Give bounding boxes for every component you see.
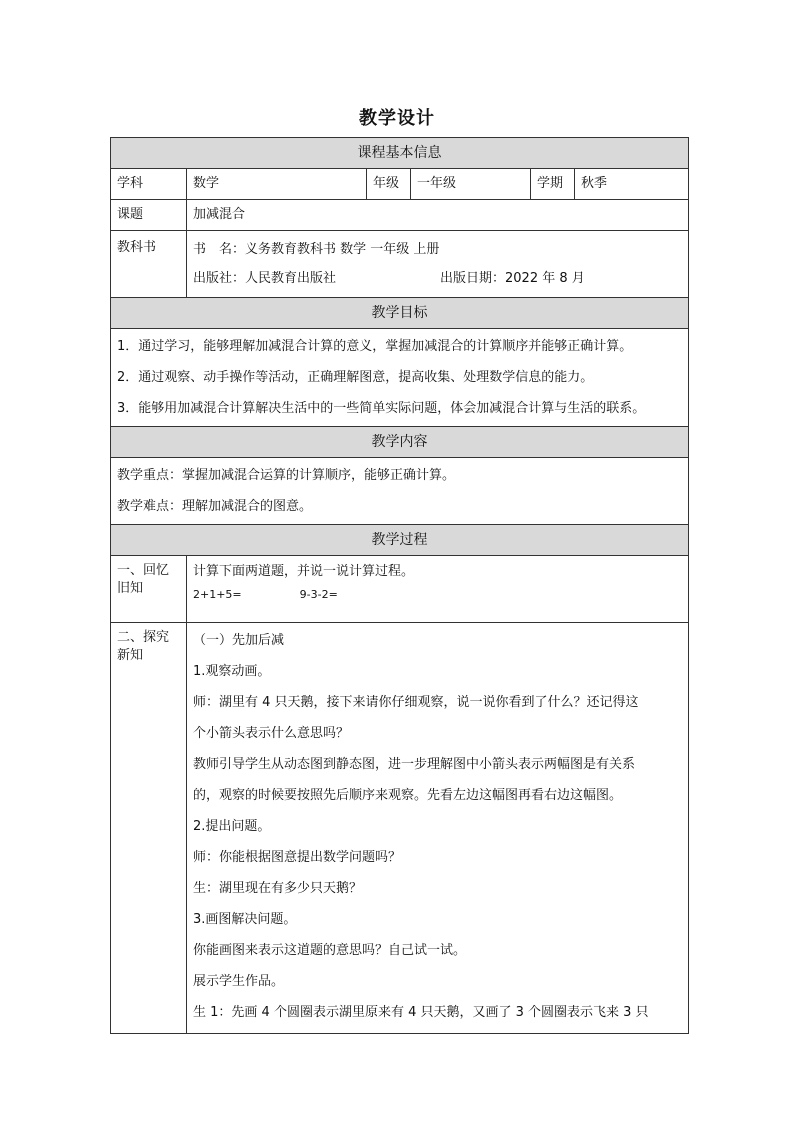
goals-row — [111, 329, 689, 427]
explore-content — [187, 623, 689, 1034]
explore-line: 你能画图来表示这道题的意思吗？自己试一试。 — [193, 943, 467, 958]
goal-item: 1．通过学习，能够理解加减混合计算的意义，掌握加减混合的计算顺序并能够正确计算。 — [117, 339, 633, 354]
term-value: 秋季 — [575, 169, 689, 200]
review-label-line1: 一、回忆 — [117, 563, 170, 578]
goals-list — [111, 329, 689, 427]
content-list — [111, 458, 689, 525]
explore-line: 2.提出问题。 — [193, 819, 271, 834]
expression-1: 2+1+5= — [193, 588, 242, 601]
explore-label-line2: 新知 — [117, 648, 144, 663]
review-expressions — [193, 582, 682, 608]
textbook-info — [187, 231, 689, 298]
explore-line: 展示学生作品。 — [193, 974, 285, 989]
explore-line: 的，观察的时候要按照先后顺序来观察。先看左边这幅图再看右边这幅图。 — [193, 788, 623, 803]
process-header: 教学过程 — [111, 525, 689, 556]
textbook-row — [111, 231, 689, 298]
topic-value: 加减混合 — [187, 200, 689, 231]
expression-2: 9-3-2= — [299, 588, 338, 601]
publisher-line — [193, 264, 682, 293]
basic-info-header-row — [111, 138, 689, 169]
review-row — [111, 556, 689, 623]
explore-line: 生：湖里现在有多少只天鹅？ — [193, 881, 363, 896]
basic-info-header: 课程基本信息 — [111, 138, 689, 169]
review-label-line2: 旧知 — [117, 581, 144, 596]
document-title: 教学设计 — [359, 108, 435, 129]
explore-line: 师：你能根据图意提出数学问题吗？ — [193, 850, 402, 865]
textbook-label: 教科书 — [111, 231, 187, 298]
grade-value: 一年级 — [411, 169, 531, 200]
term-label: 学期 — [531, 169, 575, 200]
difficulty: 教学难点：理解加减混合的图意。 — [117, 499, 313, 514]
lesson-plan-table — [110, 137, 689, 1034]
explore-row — [111, 623, 689, 1034]
subject-label: 学科 — [111, 169, 187, 200]
subject-value: 数学 — [187, 169, 367, 200]
grade-label: 年级 — [367, 169, 411, 200]
explore-line: 个小箭头表示什么意思吗？ — [193, 726, 350, 741]
explore-line: 1.观察动画。 — [193, 664, 271, 679]
explore-line: 3.画图解决问题。 — [193, 912, 297, 927]
goals-header: 教学目标 — [111, 298, 689, 329]
review-content — [187, 556, 689, 623]
book-name: 书 名：义务教育教科书 数学 一年级 上册 — [193, 242, 440, 257]
content-header: 教学内容 — [111, 427, 689, 458]
topic-label: 课题 — [111, 200, 187, 231]
explore-label-line1: 二、探究 — [117, 630, 170, 645]
publisher: 出版社：人民教育出版社 — [193, 271, 337, 286]
explore-line: 师：湖里有 4 只天鹅，接下来请你仔细观察，说一说你看到了什么？还记得这 — [193, 695, 639, 710]
key-point: 教学重点：掌握加减混合运算的计算顺序，能够正确计算。 — [117, 468, 456, 483]
review-instruction: 计算下面两道题，并说一说计算过程。 — [193, 564, 415, 579]
subject-row — [111, 169, 689, 200]
review-label — [111, 556, 187, 623]
topic-row — [111, 200, 689, 231]
publish-date: 出版日期：2022 年 8 月 — [440, 271, 585, 286]
explore-label — [111, 623, 187, 1034]
content-row — [111, 458, 689, 525]
content-header-row — [111, 427, 689, 458]
explore-line: （一）先加后减 — [193, 633, 285, 648]
process-header-row — [111, 525, 689, 556]
goal-item: 3．能够用加减混合计算解决生活中的一些简单实际问题，体会加减混合计算与生活的联系。 — [117, 401, 646, 416]
explore-line: 生 1：先画 4 个圆圈表示湖里原来有 4 只天鹅，又画了 3 个圆圈表示飞来 3 只 — [193, 1005, 649, 1020]
goals-header-row — [111, 298, 689, 329]
goal-item: 2．通过观察、动手操作等活动，正确理解图意，提高收集、处理数学信息的能力。 — [117, 370, 594, 385]
explore-line: 教师引导学生从动态图到静态图，进一步理解图中小箭头表示两幅图是有关系 — [193, 757, 636, 772]
